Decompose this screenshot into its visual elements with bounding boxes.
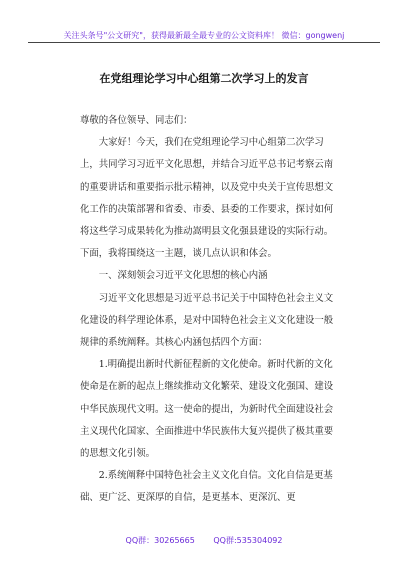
footer-qq-group-1: QQ群：30265665 <box>125 536 195 545</box>
footer-qq-group-2: QQ群:535304092 <box>213 536 283 545</box>
section-heading-1: 一、深刻领会习近平文化思想的核心内涵 <box>98 270 268 282</box>
footer <box>0 535 408 546</box>
header-note: 关注头条号"公文研究"，获得最新最全最专业的公文资料库！ 微信：gongwenj <box>63 31 345 40</box>
paragraph-point-1: 1.明确提出新时代新征程新的文化使命。新时代新的文化使命是在新的起点上继续推动文化繁荣、建设文化强国、建设中华民族现代文明。这一使命的提出，为新时代全面建设社会主义现代化国家、全面推进中华民族伟大复兴提供了极其重要的思想文化引领。 <box>80 359 334 460</box>
salutation: 尊敬的各位领导、同志们： <box>80 115 193 126</box>
document-title: 在党组理论学习中心组第二次学习上的发言 <box>99 72 309 85</box>
header-divider <box>28 42 380 43</box>
document-body <box>80 110 342 510</box>
paragraph-intro: 大家好！今天，我们在党组理论学习中心组第二次学习上，共同学习习近平文化思想，并结合习近平总书记考察云南的重要讲话和重要指示批示精神，以及党中央关于宣传思想文化工作的决策部署和省委、市委、县委的工作要求，探讨如何将这些学习成果转化为推动嵩明县文化强县建设的实际行动。下面，我将围绕这一主题，谈几点认识和体会。 <box>80 137 334 260</box>
paragraph-core-meaning: 习近平文化思想是习近平总书记关于中国特色社会主义文化建设的科学理论体系，是对中国特色社会主义文化建设一般规律的系统阐释。其核心内涵包括四个方面： <box>80 292 334 349</box>
paragraph-point-2: 2.系统阐释中国特色社会主义文化自信。文化自信是更基础、更广泛、更深厚的自信，是更基本、更深沉、更 <box>80 470 333 504</box>
